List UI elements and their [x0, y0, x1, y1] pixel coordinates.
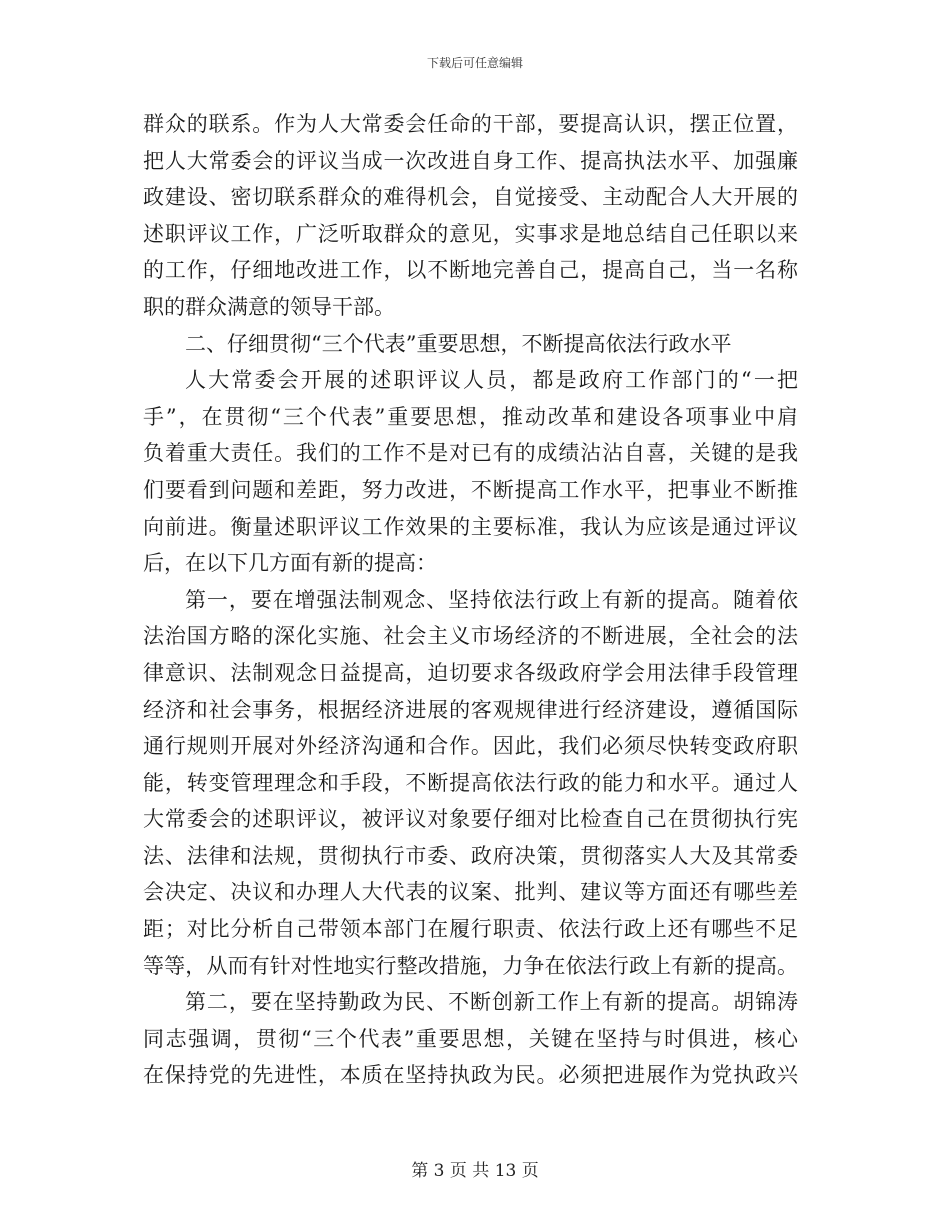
document-body [143, 106, 798, 1094]
text-line: 第一，要在增强法制观念、坚持依法行政上有新的提高。随着依 [185, 587, 798, 612]
text-line: 手”，在贯彻“三个代表”重要思想，推动改革和建设各项事业中肩 [143, 404, 798, 429]
text-line: 后，在以下几方面有新的提高： [143, 551, 437, 576]
text-line: 同志强调，贯彻“三个代表”重要思想，关键在坚持与时俱进，核心 [143, 1026, 798, 1051]
text-line: 述职评议工作，广泛听取群众的意见，实事求是地总结自己任职以来 [143, 221, 798, 246]
text-line: 第二，要在坚持勤政为民、不断创新工作上有新的提高。胡锦涛 [185, 990, 798, 1015]
text-line: 向前进。衡量述职评议工作效果的主要标准，我认为应该是通过评议 [143, 514, 798, 539]
text-line: 法、法律和法规，贯彻执行市委、政府决策，贯彻落实人大及其常委 [143, 843, 798, 868]
text-line: 经济和社会事务，根据经济进展的客观规律进行经济建设，遵循国际 [143, 697, 798, 722]
text-line: 政建设、密切联系群众的难得机会，自觉接受、主动配合人大开展的 [143, 185, 798, 210]
page-footer: 第 3 页 共 13 页 [411, 1161, 539, 1181]
text-line: 距；对比分析自己带领本部门在履行职责、依法行政上还有哪些不足 [143, 917, 798, 942]
text-line: 的工作，仔细地改进工作，以不断地完善自己，提高自己，当一名称 [143, 258, 798, 283]
text-line: 大常委会的述职评议，被评议对象要仔细对比检查自己在贯彻执行宪 [143, 807, 798, 832]
text-line: 人大常委会开展的述职评议人员，都是政府工作部门的“一把 [185, 368, 798, 393]
text-line: 二、仔细贯彻“三个代表”重要思想，不断提高依法行政水平 [185, 331, 732, 356]
text-line: 群众的联系。作为人大常委会任命的干部，要提高认识，摆正位置， [143, 112, 798, 136]
text-line: 能，转变管理理念和手段，不断提高依法行政的能力和水平。通过人 [143, 770, 798, 795]
page-header: 下载后可任意编辑 [426, 56, 523, 70]
text-line: 法治国方略的深化实施、社会主义市场经济的不断进展，全社会的法 [143, 624, 798, 649]
text-line: 通行规则开展对外经济沟通和合作。因此，我们必须尽快转变政府职 [143, 734, 798, 759]
text-line: 把人大常委会的评议当成一次改进自身工作、提高执法水平、加强廉 [143, 148, 798, 173]
text-line: 们要看到问题和差距，努力改进，不断提高工作水平，把事业不断推 [143, 477, 798, 502]
text-line: 律意识、法制观念日益提高，迫切要求各级政府学会用法律手段管理 [143, 660, 798, 685]
text-line: 会决定、决议和办理人大代表的议案、批判、建议等方面还有哪些差 [143, 880, 798, 905]
text-line: 等等，从而有针对性地实行整改措施，力争在依法行政上有新的提高。 [143, 953, 798, 978]
text-line: 在保持党的先进性，本质在坚持执政为民。必须把进展作为党执政兴 [143, 1063, 798, 1088]
text-line: 负着重大责任。我们的工作不是对已有的成绩沾沾自喜，关键的是我 [143, 441, 798, 466]
text-line: 职的群众满意的领导干部。 [143, 294, 395, 319]
